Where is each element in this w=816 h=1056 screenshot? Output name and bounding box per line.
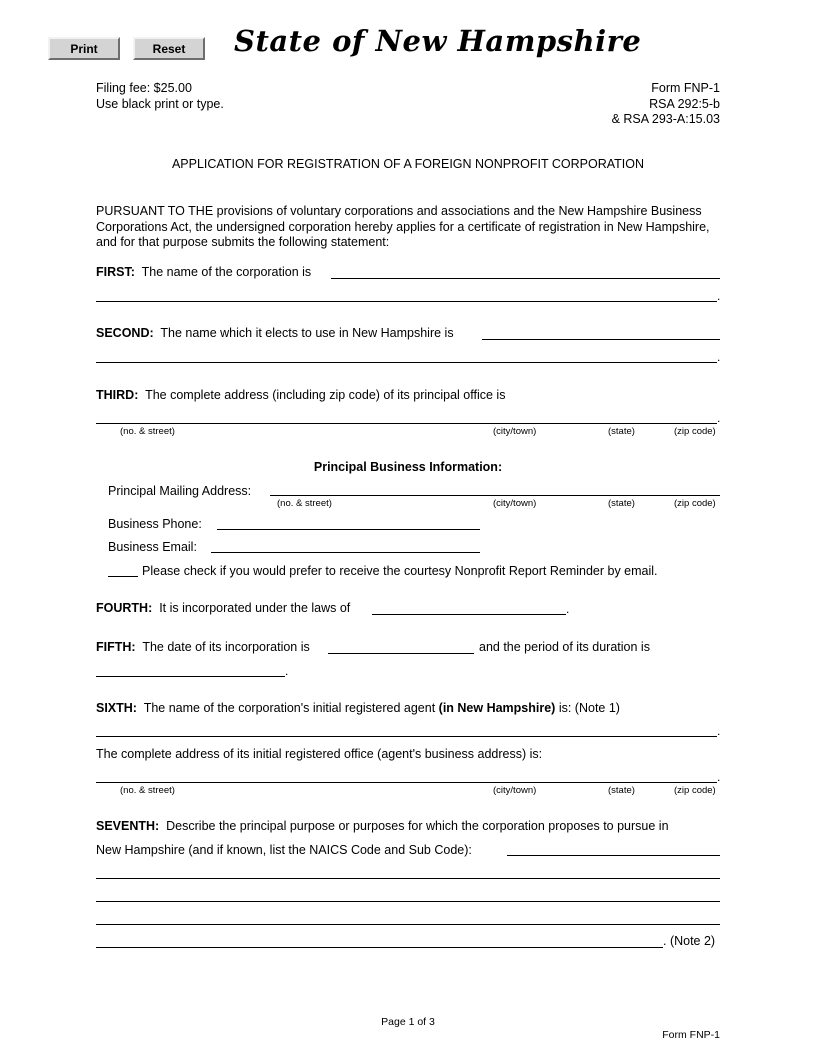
seventh-label: SEVENTH:: [96, 819, 160, 833]
reset-button[interactable]: Reset: [133, 37, 205, 60]
form-id: Form FNP-1: [651, 81, 720, 95]
print-instruction: Use black print or type.: [96, 97, 224, 111]
purpose-field-line-2[interactable]: [96, 878, 720, 879]
incorporation-date-field[interactable]: [328, 653, 474, 654]
purpose-field-line-3[interactable]: [96, 901, 720, 902]
print-button[interactable]: Print: [48, 37, 120, 60]
duration-field[interactable]: [96, 676, 285, 677]
business-phone-label: Business Phone:: [108, 517, 202, 531]
corporation-name-field-line-2[interactable]: [96, 301, 717, 302]
seventh-text: Describe the principal purpose or purposes for which the corporation proposes to pursue in: [166, 819, 669, 833]
third-clause: [96, 388, 505, 402]
form-title: APPLICATION FOR REGISTRATION OF A FOREIGN NONPROFIT CORPORATION: [171, 157, 645, 171]
fourth-text: It is incorporated under the laws of: [159, 601, 351, 615]
footer-form-id: Form FNP-1: [662, 1029, 720, 1041]
registered-office-address-field[interactable]: [96, 782, 717, 783]
third-label: THIRD:: [96, 388, 139, 402]
mailing-address-field[interactable]: [270, 495, 720, 496]
corporation-name-field[interactable]: [331, 278, 720, 279]
fourth-label: FOURTH:: [96, 601, 153, 615]
reminder-text: Please check if you would prefer to receive the courtesy Nonprofit Report Reminder by email.: [142, 564, 658, 578]
fifth-text: The date of its incorporation is: [142, 640, 310, 654]
label-state: (state): [608, 498, 635, 509]
business-email-field[interactable]: [211, 552, 480, 553]
fifth-clause: [96, 640, 310, 654]
rsa-reference-2: & RSA 293-A:15.03: [611, 112, 720, 126]
fifth-text-2: and the period of its duration is: [479, 640, 650, 654]
mailing-address-label: Principal Mailing Address:: [108, 484, 252, 498]
sixth-text: The name of the corporation's initial registered agent: [143, 701, 436, 715]
sixth-label: SIXTH:: [96, 701, 137, 715]
purpose-field-line-4[interactable]: [96, 924, 720, 925]
business-email-label: Business Email:: [108, 540, 197, 554]
business-info-heading: Principal Business Information:: [313, 460, 503, 474]
label-street: (no. & street): [120, 785, 175, 796]
registered-agent-field[interactable]: [96, 736, 717, 737]
label-street: (no. & street): [120, 426, 175, 437]
first-clause: [96, 265, 311, 279]
note-2: . (Note 2): [663, 934, 716, 948]
label-zip: (zip code): [674, 785, 716, 796]
second-label: SECOND:: [96, 326, 154, 340]
label-zip: (zip code): [674, 498, 716, 509]
business-phone-field[interactable]: [217, 529, 480, 530]
seventh-clause: [96, 819, 669, 833]
first-label: FIRST:: [96, 265, 135, 279]
second-text: The name which it elects to use in New Hampshire is: [160, 326, 454, 340]
fourth-clause: [96, 601, 350, 615]
third-text: The complete address (including zip code) of its principal office is: [145, 388, 506, 402]
label-city: (city/town): [493, 498, 537, 509]
nh-name-field[interactable]: [482, 339, 720, 340]
label-zip: (zip code): [674, 426, 716, 437]
incorporation-state-field[interactable]: [372, 614, 566, 615]
fifth-label: FIFTH:: [96, 640, 136, 654]
sixth-clause: [96, 701, 620, 715]
registered-office-text: The complete address of its initial registered office (agent's business address) is:: [96, 747, 543, 761]
sixth-tail: is: (Note 1): [558, 701, 620, 715]
first-text: The name of the corporation is: [141, 265, 312, 279]
label-city: (city/town): [493, 426, 537, 437]
principal-office-address-field[interactable]: [96, 423, 717, 424]
page-number: Page 1 of 3: [381, 1016, 435, 1028]
label-state: (state): [608, 426, 635, 437]
label-street: (no. & street): [277, 498, 332, 509]
rsa-reference-1: RSA 292:5-b: [649, 97, 720, 111]
purpose-field[interactable]: [507, 855, 720, 856]
nh-name-field-line-2[interactable]: [96, 362, 717, 363]
second-clause: [96, 326, 454, 340]
purpose-field-line-5[interactable]: [96, 947, 663, 948]
reminder-checkbox-field[interactable]: [108, 576, 138, 577]
intro-paragraph: PURSUANT TO THE provisions of voluntary corporations and associations and the New Hampshire Business Corporations Act, the undersigned corporation hereby applies for a certificate of registration in New Hampshire, and for that purpose submits the following statement:: [96, 204, 710, 249]
sixth-bold: (in New Hampshire): [438, 701, 556, 715]
label-state: (state): [608, 785, 635, 796]
label-city: (city/town): [493, 785, 537, 796]
filing-fee: Filing fee: $25.00: [96, 81, 192, 95]
state-title: State of New Hampshire: [234, 24, 642, 58]
seventh-text-2: New Hampshire (and if known, list the NAICS Code and Sub Code):: [96, 843, 472, 857]
